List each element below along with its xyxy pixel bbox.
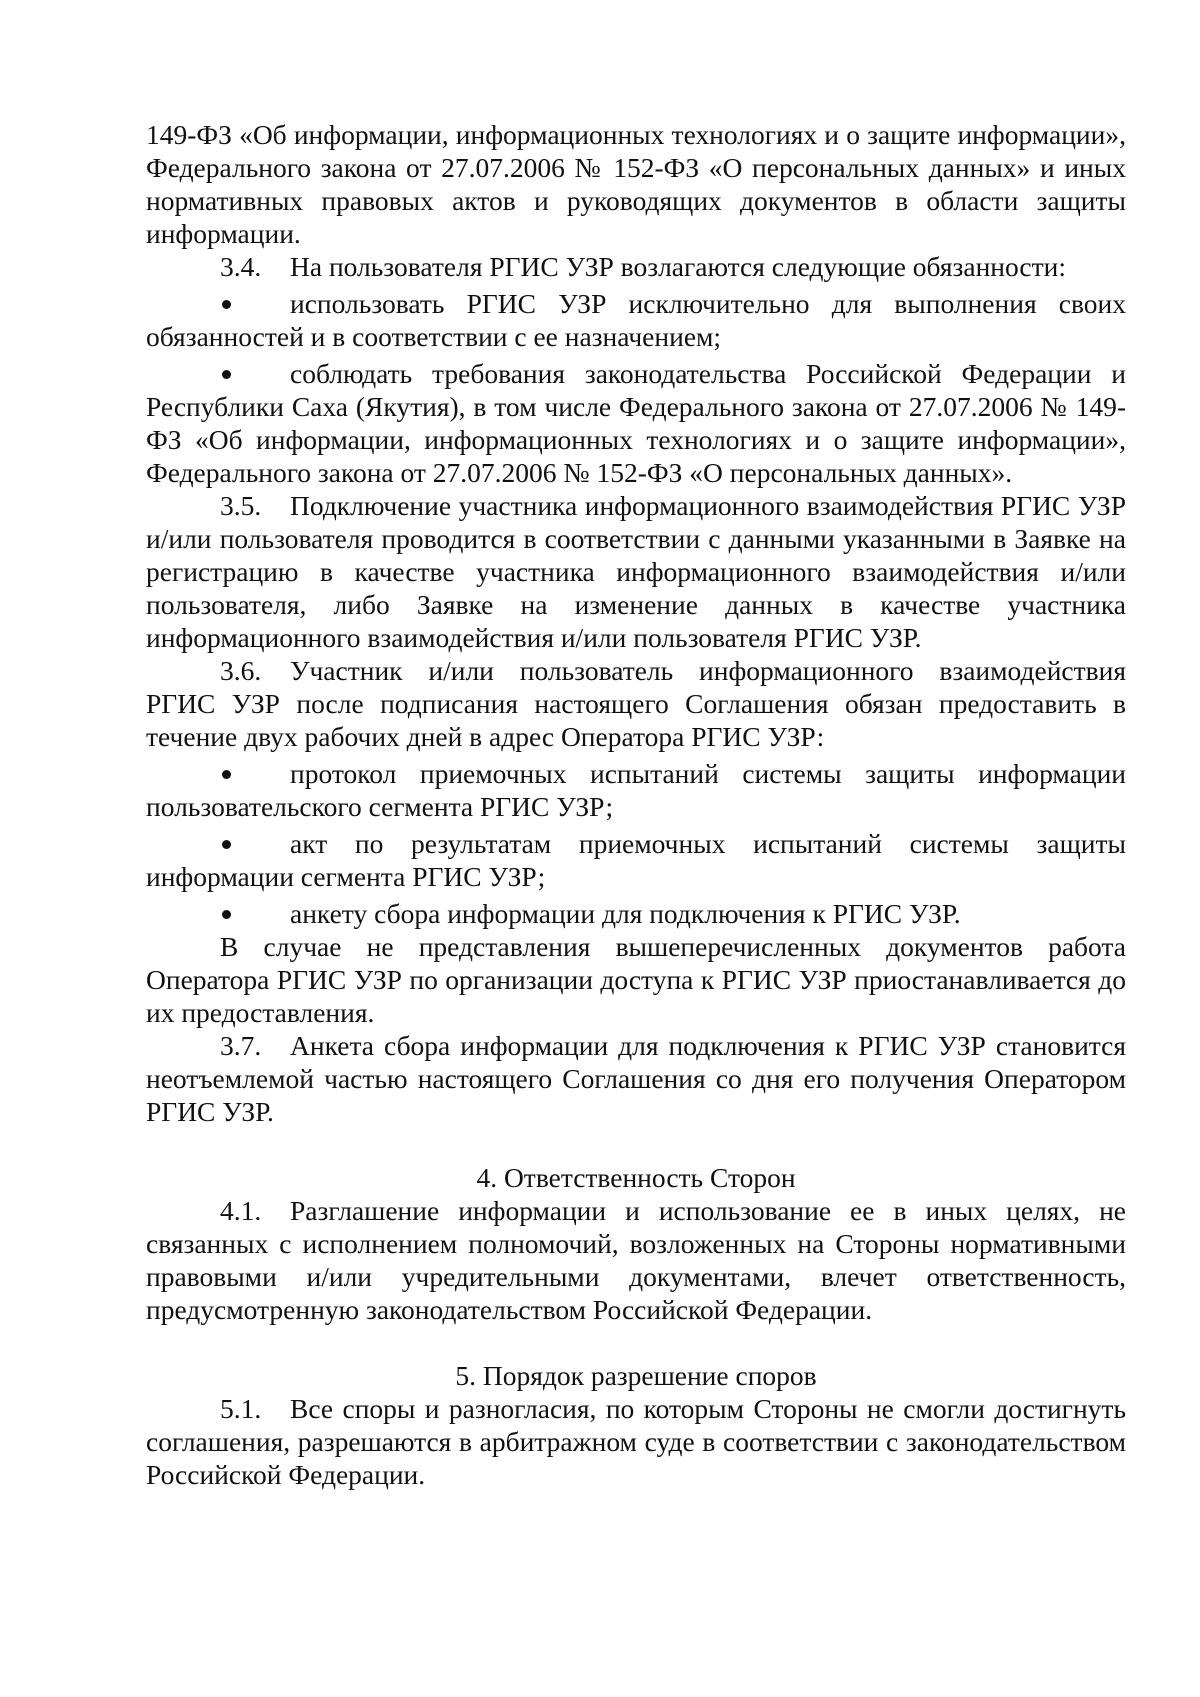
clause-text: Участник и/или пользователь информационного взаимодействия РГИС УЗР после подписания настоящего Соглашения обязан предоставить в течение двух рабочих дней в адрес Оператора РГИС УЗР: [146, 655, 1126, 752]
bullet-icon [220, 827, 290, 860]
clause-number: 3.7. [220, 1030, 262, 1061]
list-item-text: соблюдать требования законодательства Российской Федерации и Республики Саха (Якутия), в том числе Федерального закона от 27.07.2006 № 149-ФЗ «Об информации, информационных технологиях и о защите информации», Федерального закона от 27.07.2006 № 152-ФЗ «О персональных данных». [146, 358, 1126, 488]
clause-3-6 [146, 654, 1126, 753]
clause-number: 3.4. [220, 251, 262, 282]
list-item [146, 287, 1126, 353]
clause-3-6-note: В случае не представления вышеперечисленных документов работа Оператора РГИС УЗР по организации доступа к РГИС УЗР приостанавливается до их предоставления. [146, 931, 1126, 1028]
clause-number: 5.1. [220, 1393, 262, 1424]
clause-3-4 [146, 250, 1126, 283]
clause-number: 3.6. [220, 655, 262, 686]
clause-number: 4.1. [220, 1195, 262, 1226]
list-item-text: использовать РГИС УЗР исключительно для выполнения своих обязанностей и в соответствии с ее назначением; [146, 288, 1126, 352]
section-5-heading: 5. Порядок разрешение споров [455, 1360, 817, 1391]
list-item [146, 827, 1126, 893]
list-item-text: акт по результатам приемочных испытаний системы защиты информации сегмента РГИС УЗР; [146, 828, 1126, 892]
bullet-icon [220, 287, 290, 320]
clause-3-5 [146, 489, 1126, 654]
document-page [146, 118, 1126, 1491]
list-item [146, 897, 1126, 930]
clause-4-1 [146, 1194, 1126, 1326]
bullet-icon [220, 897, 290, 930]
continuation-paragraph: 149-ФЗ «Об информации, информационных технологиях и о защите информации», Федерального закона от 27.07.2006 № 152-ФЗ «О персональных данных» и иных нормативных правовых актов и руководящих документов в области защиты информации. [146, 119, 1126, 249]
list-item [146, 357, 1126, 489]
clause-5-1 [146, 1392, 1126, 1491]
clause-text: Подключение участника информационного взаимодействия РГИС УЗР и/или пользователя проводится в соответствии с данными указанными в Заявке на регистрацию в качестве участника информационного взаимодействия и/или пользователя, либо Заявке на изменение данных в качестве участника информационного взаимодействия и/или пользователя РГИС УЗР. [146, 490, 1126, 653]
clause-text: Разглашение информации и использование ее в иных целях, не связанных с исполнением полномочий, возложенных на Стороны нормативными правовыми и/или учредительными документами, влечет ответственность, предусмотренную законодательством Российской Федерации. [146, 1195, 1126, 1325]
bullet-icon [220, 357, 290, 390]
clause-text: На пользователя РГИС УЗР возлагаются следующие обязанности: [290, 251, 1067, 282]
list-item-text: анкету сбора информации для подключения к РГИС УЗР. [290, 898, 961, 929]
clause-3-7 [146, 1029, 1126, 1128]
clause-text: Все споры и разногласия, по которым Стороны не смогли достигнуть соглашения, разрешаются в арбитражном суде в соответствии с законодательством Российской Федерации. [146, 1393, 1126, 1490]
clause-text: Анкета сбора информации для подключения к РГИС УЗР становится неотъемлемой частью настоящего Соглашения со дня его получения Оператором РГИС УЗР. [146, 1030, 1126, 1127]
bullet-icon [220, 757, 290, 790]
list-item-text: протокол приемочных испытаний системы защиты информации пользовательского сегмента РГИС УЗР; [146, 758, 1126, 822]
clause-number: 3.5. [220, 490, 262, 521]
list-item [146, 757, 1126, 823]
section-4-heading: 4. Ответственность Сторон [476, 1162, 796, 1193]
